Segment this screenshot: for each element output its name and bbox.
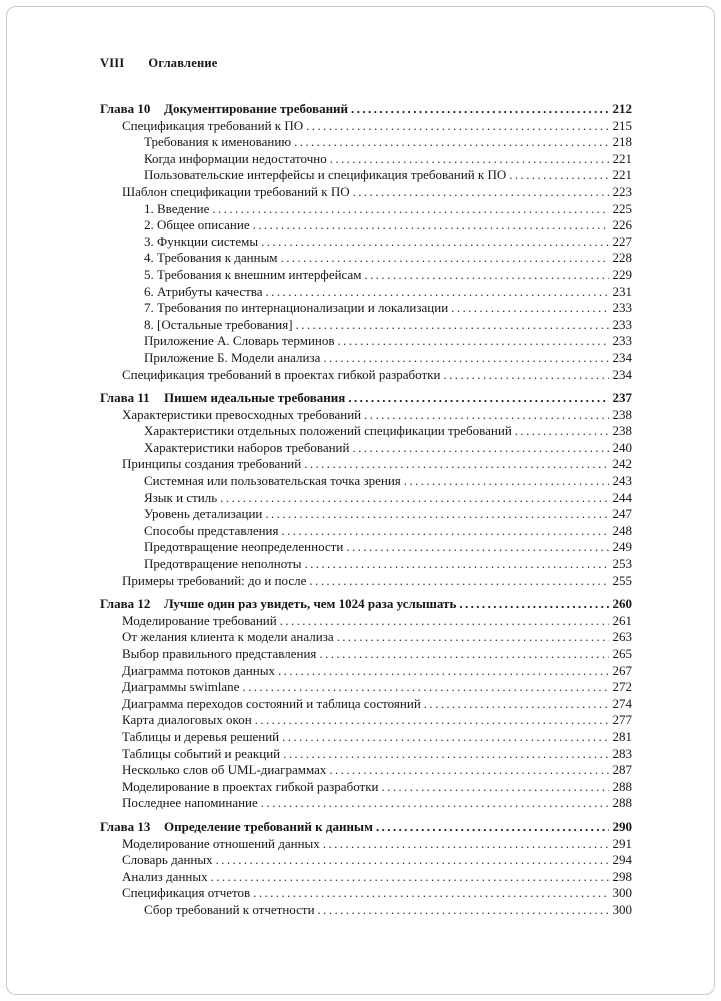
toc-page-number: 229	[612, 266, 632, 282]
dot-leader	[261, 234, 608, 251]
dot-leader	[364, 267, 608, 284]
toc-entry-row	[100, 407, 632, 424]
toc-chapter-row	[100, 819, 632, 836]
toc-page-number: 243	[612, 473, 632, 489]
dot-leader	[323, 350, 608, 367]
toc-entry-title: Таблицы и деревья решений	[122, 728, 280, 744]
toc-chapter-row	[100, 596, 632, 613]
toc-entry-title: Моделирование требований	[122, 612, 277, 628]
dot-leader	[318, 902, 609, 919]
toc-entry-row	[100, 902, 632, 919]
dot-leader	[282, 523, 609, 540]
toc-entry-row	[100, 333, 632, 350]
toc-entry-row	[100, 440, 632, 457]
dot-leader	[306, 118, 608, 135]
dot-leader	[242, 679, 608, 696]
dot-leader	[346, 539, 608, 556]
toc-entry-title: Моделирование в проектах гибкой разработки	[122, 778, 379, 794]
toc-entry-row	[100, 729, 632, 746]
toc-page-number: 238	[612, 423, 632, 439]
dot-leader	[353, 184, 609, 201]
toc-entry-title: 3. Функции системы	[144, 233, 259, 249]
running-header	[100, 56, 632, 71]
toc-page-number: 228	[612, 250, 632, 266]
toc-entry-title: Документирование требований	[164, 101, 349, 116]
dot-leader	[351, 101, 608, 118]
toc-entry-title: Диаграмма переходов состояний и таблица состояний	[122, 695, 421, 711]
toc-entry-title: Выбор правильного представления	[122, 646, 317, 661]
toc-entry-title: Характеристики превосходных требований	[122, 406, 362, 422]
toc-entry-row	[100, 712, 632, 729]
toc-page-number: 244	[612, 489, 632, 505]
toc-entry-title: 1. Введение	[144, 200, 210, 216]
toc-entry-row	[100, 852, 632, 869]
toc-entry-title: Диаграммы swimlane	[122, 679, 240, 695]
toc-entry-row	[100, 350, 632, 367]
toc-page-number: 287	[612, 762, 632, 778]
toc-page-number: 218	[612, 134, 632, 150]
dot-leader	[211, 869, 609, 886]
toc-page-number: 261	[612, 612, 632, 628]
toc-page-number: 234	[612, 349, 632, 365]
toc-entry-row	[100, 762, 632, 779]
toc-entry-row	[100, 679, 632, 696]
dot-leader	[338, 333, 609, 350]
toc-entry-title: Словарь данных	[122, 852, 213, 868]
toc-page-number: 253	[612, 556, 632, 572]
toc-entry-title: Шаблон спецификации требований к ПО	[122, 183, 350, 199]
dot-leader	[212, 201, 608, 218]
toc-entry-title: Предотвращение неопределенности	[144, 539, 344, 555]
toc-entry-row	[100, 539, 632, 556]
dot-leader	[323, 836, 609, 853]
toc-entry-title: Пишем идеальные требования	[164, 390, 346, 406]
toc-entry-title: Приложение А. Словарь терминов	[144, 333, 335, 349]
dot-leader	[319, 646, 608, 663]
toc-entry-row	[100, 556, 632, 573]
running-header-title: Оглавление	[148, 56, 218, 70]
toc-entry-title: Моделирование отношений данных	[122, 835, 320, 851]
toc-entry-row	[100, 423, 632, 440]
toc-entry-title: Несколько слов об UML-диаграммах	[122, 762, 327, 778]
toc-entry-title: 8. [Остальные требования]	[144, 316, 293, 332]
toc-entry-title: Таблицы событий и реакций	[122, 745, 281, 761]
toc-page-number: 288	[612, 778, 632, 794]
toc-entry-title: Приложение Б. Модели анализа	[144, 349, 321, 365]
toc-page-number: 247	[612, 506, 632, 522]
toc-page-number: 249	[612, 539, 632, 555]
dot-leader	[459, 596, 608, 613]
toc-page-number: 225	[612, 200, 632, 216]
dot-leader	[266, 284, 609, 301]
toc-entry-row	[100, 836, 632, 853]
toc-entry-title: От желания клиента к модели анализа	[122, 629, 334, 645]
dot-leader	[348, 390, 608, 407]
toc-entry-title: Сбор требований к отчетности	[144, 901, 315, 917]
toc-entry-row	[100, 167, 632, 184]
toc-entry-row	[100, 523, 632, 540]
toc-page-number: 215	[612, 117, 632, 133]
toc-entry-row	[100, 663, 632, 680]
toc-entry-title: Системная или пользовательская точка зрения	[144, 473, 401, 489]
toc-page-number: 242	[612, 456, 632, 472]
toc-page-number: 227	[612, 233, 632, 249]
dot-leader	[216, 852, 609, 869]
toc-page-number: 221	[612, 150, 632, 166]
toc-entry-title: Принципы создания требований	[122, 456, 302, 472]
toc-page-number: 237	[612, 390, 632, 406]
toc-page-number: 255	[612, 572, 632, 588]
toc-page-number: 212	[612, 101, 632, 116]
toc-entry-row	[100, 367, 632, 384]
toc-entry-row	[100, 490, 632, 507]
dot-leader	[265, 506, 608, 523]
dot-leader	[278, 663, 609, 680]
toc-entry-row	[100, 317, 632, 334]
toc-entry-row	[100, 795, 632, 812]
chapter-number-label: Глава 12	[100, 596, 151, 612]
dot-leader	[376, 819, 609, 836]
dot-leader	[280, 613, 609, 630]
toc-entry-row	[100, 118, 632, 135]
toc-entry-title: Карта диалоговых окон	[122, 712, 252, 728]
dot-leader	[451, 300, 608, 317]
toc-entry-row	[100, 284, 632, 301]
dot-leader	[364, 407, 608, 424]
toc-entry-row	[100, 456, 632, 473]
dot-leader	[255, 712, 609, 729]
toc-page-number: 265	[612, 646, 632, 661]
chapter-number-label: Глава 10	[100, 101, 151, 116]
toc-entry-title: Предотвращение неполноты	[144, 556, 302, 572]
toc-entry-title: Диаграмма потоков данных	[122, 662, 275, 678]
chapter-number-label: Глава 11	[100, 390, 150, 406]
toc-page-number: 248	[612, 522, 632, 538]
toc-page-number: 267	[612, 662, 632, 678]
toc-page-number: 233	[612, 300, 632, 316]
toc-entry-row	[100, 217, 632, 234]
toc-entry-row	[100, 696, 632, 713]
toc-page-number: 281	[612, 728, 632, 744]
dot-leader	[515, 423, 609, 440]
toc-entry-title: Спецификация отчетов	[122, 885, 251, 901]
toc-entry-row	[100, 629, 632, 646]
toc-chapter-row	[100, 101, 632, 118]
toc-entry-title: Анализ данных	[122, 868, 208, 884]
toc-entry-title: Последнее напоминание	[122, 795, 258, 811]
dot-leader	[220, 490, 608, 507]
toc-page-number: 263	[612, 629, 632, 645]
toc-page-number: 238	[612, 406, 632, 422]
toc-entry-title: Определение требований к данным	[164, 818, 373, 834]
toc-entry-title: 4. Требования к данным	[144, 250, 278, 266]
toc-entry-title: Язык и стиль	[144, 489, 218, 505]
toc-entry-row	[100, 506, 632, 523]
toc-entry-row	[100, 201, 632, 218]
dot-leader	[296, 317, 609, 334]
toc-page-number: 233	[612, 316, 632, 332]
toc-entry-row	[100, 779, 632, 796]
dot-leader	[329, 762, 608, 779]
toc-page-number: 300	[612, 885, 632, 901]
toc-page-number: 231	[612, 283, 632, 299]
toc-entry-title: Уровень детализации	[144, 506, 263, 522]
toc-entry-row	[100, 250, 632, 267]
dot-leader	[309, 573, 608, 590]
dot-leader	[253, 885, 608, 902]
toc-entry-row	[100, 746, 632, 763]
toc-page-number: 233	[612, 333, 632, 349]
toc-page-number: 240	[612, 439, 632, 455]
toc-entry-row	[100, 151, 632, 168]
toc-entry-title: Пользовательские интерфейсы и спецификация требований к ПО	[144, 167, 507, 183]
dot-leader	[337, 629, 609, 646]
dot-leader	[283, 746, 608, 763]
toc-page-number: 298	[612, 868, 632, 884]
toc-entry-row	[100, 646, 632, 663]
toc-page-number: 223	[612, 183, 632, 199]
toc-entry-row	[100, 184, 632, 201]
dot-leader	[443, 367, 608, 384]
dot-leader	[261, 795, 609, 812]
dot-leader	[330, 151, 609, 168]
toc-page-number: 288	[612, 795, 632, 811]
toc-entry-title: 6. Атрибуты качества	[144, 283, 263, 299]
dot-leader	[304, 456, 608, 473]
toc-page-number: 272	[612, 679, 632, 695]
toc-entry-row	[100, 573, 632, 590]
toc-entry-title: Требования к именованию	[144, 134, 292, 150]
toc-page-number: 277	[612, 712, 632, 728]
dot-leader	[404, 473, 609, 490]
dot-leader	[381, 779, 608, 796]
dot-leader	[424, 696, 609, 713]
dot-leader	[253, 217, 609, 234]
toc-page-number: 260	[612, 596, 632, 612]
dot-leader	[352, 440, 608, 457]
toc-page-number: 274	[612, 695, 632, 711]
toc-page-number: 221	[612, 167, 632, 183]
toc-entry-title: Характеристики отдельных положений спецификации требований	[144, 423, 512, 439]
toc-list	[100, 101, 632, 919]
dot-leader	[281, 250, 609, 267]
toc-page-number: 294	[612, 852, 632, 868]
toc-entry-row	[100, 869, 632, 886]
dot-leader	[304, 556, 608, 573]
toc-entry-row	[100, 473, 632, 490]
toc-entry-title: Спецификация требований в проектах гибкой разработки	[122, 366, 441, 382]
toc-entry-row	[100, 613, 632, 630]
toc-page-number: 283	[612, 745, 632, 761]
toc-entry-title: Способы представления	[144, 522, 279, 538]
dot-leader	[282, 729, 608, 746]
toc-entry-title: Лучше один раз увидеть, чем 1024 раза услышать	[164, 596, 457, 612]
toc-entry-title: Когда информации недостаточно	[144, 150, 327, 166]
toc-entry-title: Характеристики наборов требований	[144, 439, 350, 455]
toc-entry-title: Примеры требований: до и после	[122, 572, 307, 588]
toc-page-number: 300	[612, 901, 632, 917]
toc-entry-row	[100, 267, 632, 284]
toc-entry-row	[100, 234, 632, 251]
page-content	[100, 56, 632, 919]
toc-page-number: 226	[612, 217, 632, 233]
toc-entry-title: 2. Общее описание	[144, 217, 250, 233]
toc-entry-title: 7. Требования по интернационализации и локализации	[144, 300, 449, 316]
folio-page-number: VIII	[100, 56, 125, 70]
toc-page-number: 290	[612, 818, 632, 834]
toc-page-number: 291	[612, 835, 632, 851]
toc-entry-row	[100, 300, 632, 317]
toc-entry-row	[100, 885, 632, 902]
toc-entry-title: Спецификация требований к ПО	[122, 117, 304, 133]
toc-entry-title: 5. Требования к внешним интерфейсам	[144, 266, 362, 282]
dot-leader	[509, 167, 608, 184]
toc-chapter-row	[100, 390, 632, 407]
dot-leader	[294, 134, 608, 151]
chapter-number-label: Глава 13	[100, 818, 151, 834]
toc-entry-row	[100, 134, 632, 151]
toc-page-number: 234	[612, 366, 632, 382]
